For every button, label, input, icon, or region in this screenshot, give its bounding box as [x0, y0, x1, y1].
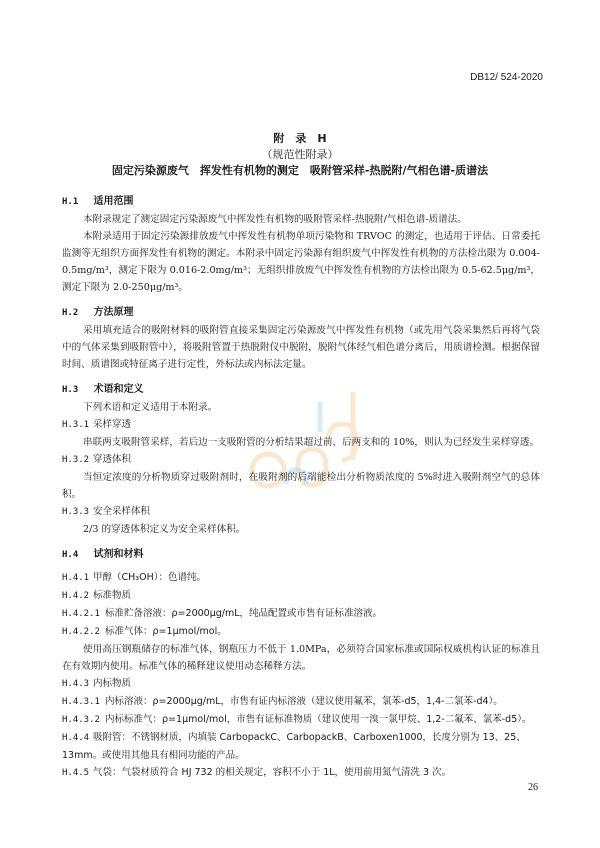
appendix-nature: （规范性附录）	[261, 148, 339, 161]
section-number: H.3	[62, 385, 79, 395]
item-text: 气袋：气袋材质符合 HJ 732 的相关规定，容积不小于 1L，使用前用氮气清洗 3 次。	[93, 767, 452, 778]
appendix-title: 固定污染源废气 挥发性有机物的测定 吸附管采样-热脱附/气相色谱-质谱法	[111, 164, 489, 177]
section-number: H.1	[62, 197, 79, 207]
item-text: 标准物质	[93, 590, 132, 601]
section-heading-h4	[62, 546, 540, 564]
subsection-number: H.3.3	[62, 507, 90, 517]
item-number: H.4.3.2	[62, 715, 100, 725]
subsection-title: 穿透体积	[93, 454, 132, 465]
item-h4-2-1	[62, 605, 540, 623]
subsection-number: H.3.2	[62, 455, 90, 465]
item-text: 标准贮备溶液：ρ=2000μg/mL，纯品配置或市售有证标准溶液。	[105, 608, 383, 619]
section-title: 试剂和材料	[93, 549, 144, 560]
item-text: 内标物质	[93, 678, 132, 689]
item-number: H.4.2	[62, 591, 90, 601]
subsection-heading-h3-2	[62, 451, 540, 469]
section-title: 方法原理	[93, 307, 134, 318]
item-text: 标准气体：ρ=1μmol/mol。	[105, 626, 227, 637]
item-h4-3-2	[62, 711, 540, 729]
item-number: H.4.1	[62, 573, 90, 583]
subsection-number: H.3.1	[62, 420, 90, 430]
page-number: 26	[528, 782, 538, 793]
section-title: 术语和定义	[93, 384, 144, 395]
section-number: H.4	[62, 550, 79, 560]
subsection-heading-h3-1	[62, 416, 540, 434]
item-text: 吸附管：不锈钢材质，内填装 CarbopackC、CarbopackB、Carboxen1000，长度分别为 13、25、13mm。或使用其他具有相同功能的产品。	[62, 732, 526, 761]
standard-number: DB12/ 524-2020	[470, 72, 543, 83]
item-h4-1	[62, 569, 540, 587]
appendix-heading	[0, 131, 600, 179]
item-h4-3-1	[62, 693, 540, 711]
subsection-heading-h3-3	[62, 503, 540, 521]
section-heading-h3	[62, 381, 540, 399]
subsection-title: 安全采样体积	[93, 506, 151, 517]
paragraph: 本附录适用于固定污染源排放废气中挥发性有机物单项污染物和 TRVOC 的测定，也适用于评估、日常委托监测等无组织方面挥发性有机物的测定。本附录中固定污染源有组织废气中挥发性有机物的方法检出限为 0.004-0.5mg/m³，测定下限为 0.016-2.0mg/m³；无组织排放废气中挥发性有机物的方法检出限为 0.5-62.5μg/m³，测定下限为 2.0-250μg/m³。	[62, 231, 540, 293]
section-heading-h1	[62, 193, 540, 211]
paragraph: 当恒定浓度的分析物质穿过吸附剂时，在吸附剂的后端能检出分析物质浓度的 5%时进入吸附剂空气的总体积。	[62, 472, 540, 500]
item-number: H.4.2.2	[62, 627, 100, 637]
appendix-label: 附 录 H	[273, 132, 327, 145]
item-h4-2-2	[62, 623, 540, 641]
paragraph: 采用填充适合的吸附材料的吸附管直接采集固定污染源废气中挥发性有机物（或先用气袋采集然后再将气袋中的气体采集到吸附管中），将吸附管置于热脱附仪中脱附，脱附气体经气相色谱分离后，用质谱检测。根据保留时间、质谱图或特征离子进行定性，外标法或内标法定量。	[62, 325, 540, 370]
subsection-title: 采样穿透	[93, 419, 132, 430]
paragraph: 本附录规定了测定固定污染源废气中挥发性有机物的吸附管采样-热脱附/气相色谱-质谱法。	[83, 214, 467, 225]
item-text: 内标标准气：ρ=1μmol/mol，市售有证标准物质（建议使用一溴一氯甲烷、1,2-二氟苯、氯苯-d5）。	[105, 714, 532, 725]
paragraph: 2/3 的穿透体积定义为安全采样体积。	[83, 524, 246, 535]
section-title: 适用范围	[93, 196, 134, 207]
paragraph: 使用高压钢瓶储存的标准气体，钢瓶压力不低于 1.0MPa，必须符合国家标准或国际权威机构认证的标准且在有效期内使用。标准气体的稀释建议使用动态稀释方法。	[62, 644, 540, 672]
item-text: 内标溶液：ρ=2000μg/mL，市售有证内标溶液（建议使用氟苯，氯苯-d5，1,4-二氯苯-d4）。	[105, 696, 503, 707]
item-number: H.4.5	[62, 768, 90, 778]
item-text: 甲醇（CH₃OH）：色谱纯。	[93, 572, 206, 583]
paragraph: 串联两支吸附管采样，若后边一支吸附管的分析结果超过前、后两支和的 10%，则认为已经发生采样穿透。	[83, 437, 540, 448]
item-number: H.4.4	[62, 733, 90, 743]
item-number: H.4.3	[62, 679, 90, 689]
paragraph: 下列术语和定义适用于本附录。	[83, 402, 218, 413]
item-h4-5	[62, 764, 540, 782]
item-number: H.4.2.1	[62, 609, 100, 619]
section-heading-h2	[62, 304, 540, 322]
item-h4-3	[62, 675, 540, 693]
item-h4-4	[62, 729, 540, 764]
document-body	[62, 193, 540, 782]
item-h4-2	[62, 587, 540, 605]
item-number: H.4.3.1	[62, 697, 100, 707]
section-number: H.2	[62, 308, 79, 318]
